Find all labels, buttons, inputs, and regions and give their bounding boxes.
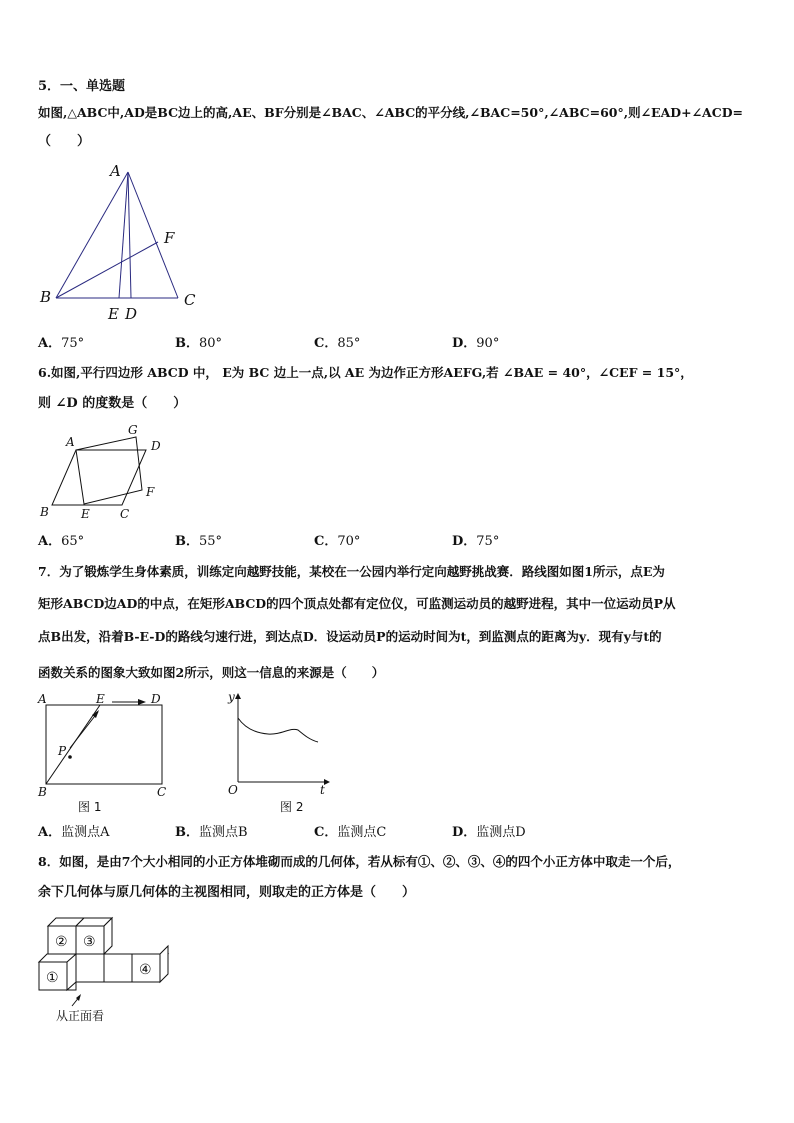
q6-label-b: B bbox=[40, 505, 49, 519]
q7-option-a[interactable]: A．监测点A bbox=[38, 825, 110, 840]
q6-label-g: G bbox=[128, 423, 138, 437]
q7-fig1-caption: 图 1 bbox=[78, 800, 102, 814]
q7-fig2-label-t: t bbox=[320, 783, 325, 797]
q6-option-b[interactable]: B．55° bbox=[175, 534, 223, 549]
q5-label-f: F bbox=[164, 229, 175, 247]
q7-fig1-label-e: E bbox=[96, 692, 105, 706]
q5-label-d: D bbox=[125, 305, 138, 323]
q6-stem-line1: 6.如图,平行四边形 ABCD 中， E为 BC 边上一点,以 AE 为边作正方形AEFG,若 ∠BAE = 40°，∠CEF = 15°， bbox=[38, 365, 693, 380]
q8-stem-line2: 余下几何体与原几何体的主视图相同，则取走的正方体是（ ） bbox=[38, 885, 416, 900]
q7-option-d[interactable]: D．监测点D bbox=[452, 825, 526, 840]
q7-fig2-caption: 图 2 bbox=[280, 800, 304, 814]
q5-paren: （ ） bbox=[38, 134, 91, 149]
q7-fig1-label-a: A bbox=[38, 692, 47, 706]
q7-stem-line1: 7．为了锻炼学生身体素质，训练定向越野技能，某校在一公园内举行定向越野挑战赛．路线图如图1所示，点E为 bbox=[38, 564, 665, 579]
q5-heading: 5．一、单选题 bbox=[38, 79, 126, 94]
q5-option-c[interactable]: C．85° bbox=[314, 336, 361, 351]
q8-cube-label-2: ② bbox=[55, 934, 68, 950]
q5-stem: 如图,△ABC中,AD是BC边上的高,AE、BF分别是∠BAC、∠ABC的平分线,∠BAC=50°,∠ABC=60°,则∠EAD+∠ACD= bbox=[38, 105, 744, 120]
q6-label-e: E bbox=[81, 507, 90, 521]
q6-label-f: F bbox=[146, 485, 155, 499]
q7-fig1-label-d: D bbox=[151, 692, 161, 706]
q7-stem-line3: 点B出发，沿着B-E-D的路线匀速行进，到达点D．设运动员P的运动时间为t，到监测点的距离为y．现有y与t的 bbox=[38, 629, 662, 644]
q7-fig2-label-y: y bbox=[228, 690, 235, 704]
q8-cube-label-1: ① bbox=[46, 970, 59, 986]
q6-label-a: A bbox=[66, 435, 75, 449]
q7-option-b[interactable]: B．监测点B bbox=[175, 825, 248, 840]
q6-option-a[interactable]: A．65° bbox=[38, 534, 85, 549]
q5-label-c: C bbox=[184, 291, 196, 309]
q5-option-b[interactable]: B．80° bbox=[175, 336, 223, 351]
q6-option-c[interactable]: C．70° bbox=[314, 534, 361, 549]
q6-stem-line2: 则 ∠D 的度数是（ ） bbox=[38, 396, 187, 411]
q7-stem-line2: 矩形ABCD边AD的中点，在矩形ABCD的四个顶点处都有定位仪，可监测运动员的越野进程，其中一位运动员P从 bbox=[38, 596, 676, 611]
q8-stem-line1: 8．如图，是由7个大小相同的小正方体堆砌而成的几何体，若从标有①、②、③、④的四个小正方体中取走一个后， bbox=[38, 854, 681, 869]
q5-option-a[interactable]: A．75° bbox=[38, 336, 85, 351]
q8-cube-label-3: ③ bbox=[83, 934, 96, 950]
q7-option-c[interactable]: C．监测点C bbox=[314, 825, 387, 840]
q6-label-c: C bbox=[120, 507, 130, 521]
q6-option-d[interactable]: D．75° bbox=[452, 534, 500, 549]
q8-view-caption: 从正面看 bbox=[56, 1009, 105, 1023]
q5-label-a: A bbox=[110, 162, 121, 180]
q5-label-e: E bbox=[108, 305, 119, 323]
q7-fig1-label-c: C bbox=[157, 785, 167, 799]
q6-label-d: D bbox=[151, 439, 161, 453]
q7-fig2-label-o: O bbox=[228, 783, 238, 797]
q7-fig1-label-b: B bbox=[38, 785, 47, 799]
q7-fig1-label-p: P bbox=[58, 744, 67, 758]
q8-cube-label-4: ④ bbox=[139, 962, 152, 978]
q7-stem-line4: 函数关系的图象大致如图2所示，则这一信息的来源是（ ） bbox=[38, 665, 385, 680]
q5-label-b: B bbox=[40, 288, 52, 306]
q5-option-d[interactable]: D．90° bbox=[452, 336, 500, 351]
